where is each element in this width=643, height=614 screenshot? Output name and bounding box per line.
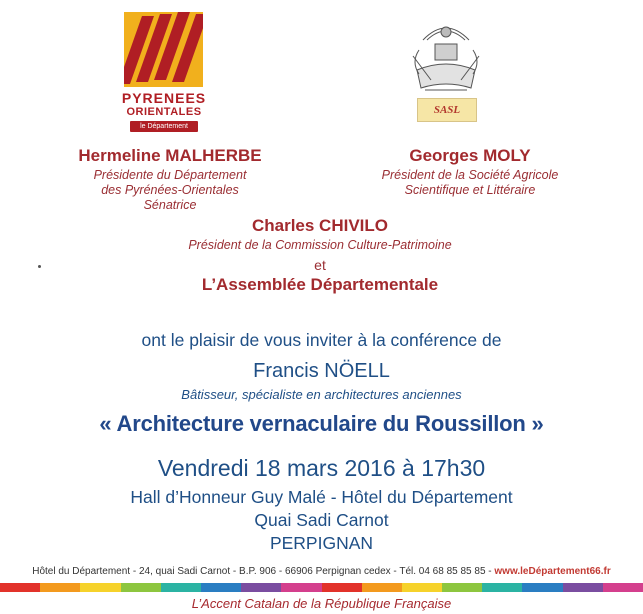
- venue-city: PERPIGNAN: [269, 533, 374, 553]
- conference-title: « Architecture vernaculaire du Roussillon »: [99, 411, 544, 436]
- footer-address-line: [0, 566, 643, 577]
- speaker-role: Bâtisseur, spécialiste en architectures anciennes: [181, 387, 462, 402]
- conjunction-text: et: [314, 257, 326, 273]
- signatory-center: [120, 216, 520, 295]
- speaker-name: Francis NÖELL: [253, 360, 390, 382]
- sasl-label: SASL: [417, 98, 477, 122]
- pyrenees-orientales-logo: [120, 12, 208, 134]
- invitation-intro: ont le plaisir de vous inviter à la conférence de: [141, 330, 502, 350]
- color-stripe: [241, 583, 281, 592]
- signatory-left-name: Hermeline MALHERBE: [78, 146, 262, 165]
- footer-slogan: L’Accent Catalan de la République Française: [191, 596, 452, 611]
- signatory-center-name: Charles CHIVILO: [251, 216, 389, 235]
- catalan-stripes-icon: [124, 12, 203, 87]
- logo-wordmark-line1: PYRENEES: [121, 90, 207, 106]
- signatory-right-name: Georges MOLY: [409, 146, 531, 165]
- color-stripe: [161, 583, 201, 592]
- signatory-left-role-1: Présidente du Département: [93, 168, 247, 182]
- signatory-center-role: Président de la Commission Culture-Patrimoine: [188, 238, 452, 252]
- color-stripe-band: [0, 583, 643, 592]
- signatory-right: [330, 146, 610, 198]
- color-stripe: [603, 583, 643, 592]
- color-stripe: [402, 583, 442, 592]
- color-stripe: [522, 583, 562, 592]
- color-stripe: [40, 583, 80, 592]
- signatory-left-role-3: Sénatrice: [143, 198, 197, 212]
- signatory-left: [40, 146, 300, 213]
- color-stripe: [322, 583, 362, 592]
- signatory-right-role-1: Président de la Société Agricole: [381, 168, 559, 182]
- venue-street: Quai Sadi Carnot: [254, 510, 389, 530]
- color-stripe: [362, 583, 402, 592]
- assembly-name: L’Assemblée Départementale: [201, 275, 439, 294]
- sasl-logo: [405, 10, 487, 122]
- color-stripe: [442, 583, 482, 592]
- conference-date: Vendredi 18 mars 2016 à 17h30: [157, 455, 486, 481]
- color-stripe: [482, 583, 522, 592]
- footer-address: Hôtel du Département - 24, quai Sadi Carnot - B.P. 906 - 66906 Perpignan cedex - Tél. 04 68 85 85 85 -: [32, 566, 495, 577]
- signatory-right-role-2: Scientifique et Littéraire: [404, 183, 536, 197]
- color-stripe: [281, 583, 321, 592]
- color-stripe: [563, 583, 603, 592]
- footer-website-link[interactable]: www.leDépartement66.fr: [494, 566, 611, 577]
- venue-name: Hall d’Honneur Guy Malé - Hôtel du Département: [130, 487, 513, 507]
- signatory-left-role-2: des Pyrénées-Orientales: [101, 183, 239, 197]
- color-stripe: [0, 583, 40, 592]
- print-speck: [38, 265, 41, 268]
- color-stripe: [201, 583, 241, 592]
- color-stripe: [80, 583, 120, 592]
- logo-label: le Département: [130, 121, 198, 132]
- sasl-emblem-icon: [405, 10, 487, 98]
- color-stripe: [121, 583, 161, 592]
- logo-wordmark-line2: ORIENTALES: [126, 106, 202, 118]
